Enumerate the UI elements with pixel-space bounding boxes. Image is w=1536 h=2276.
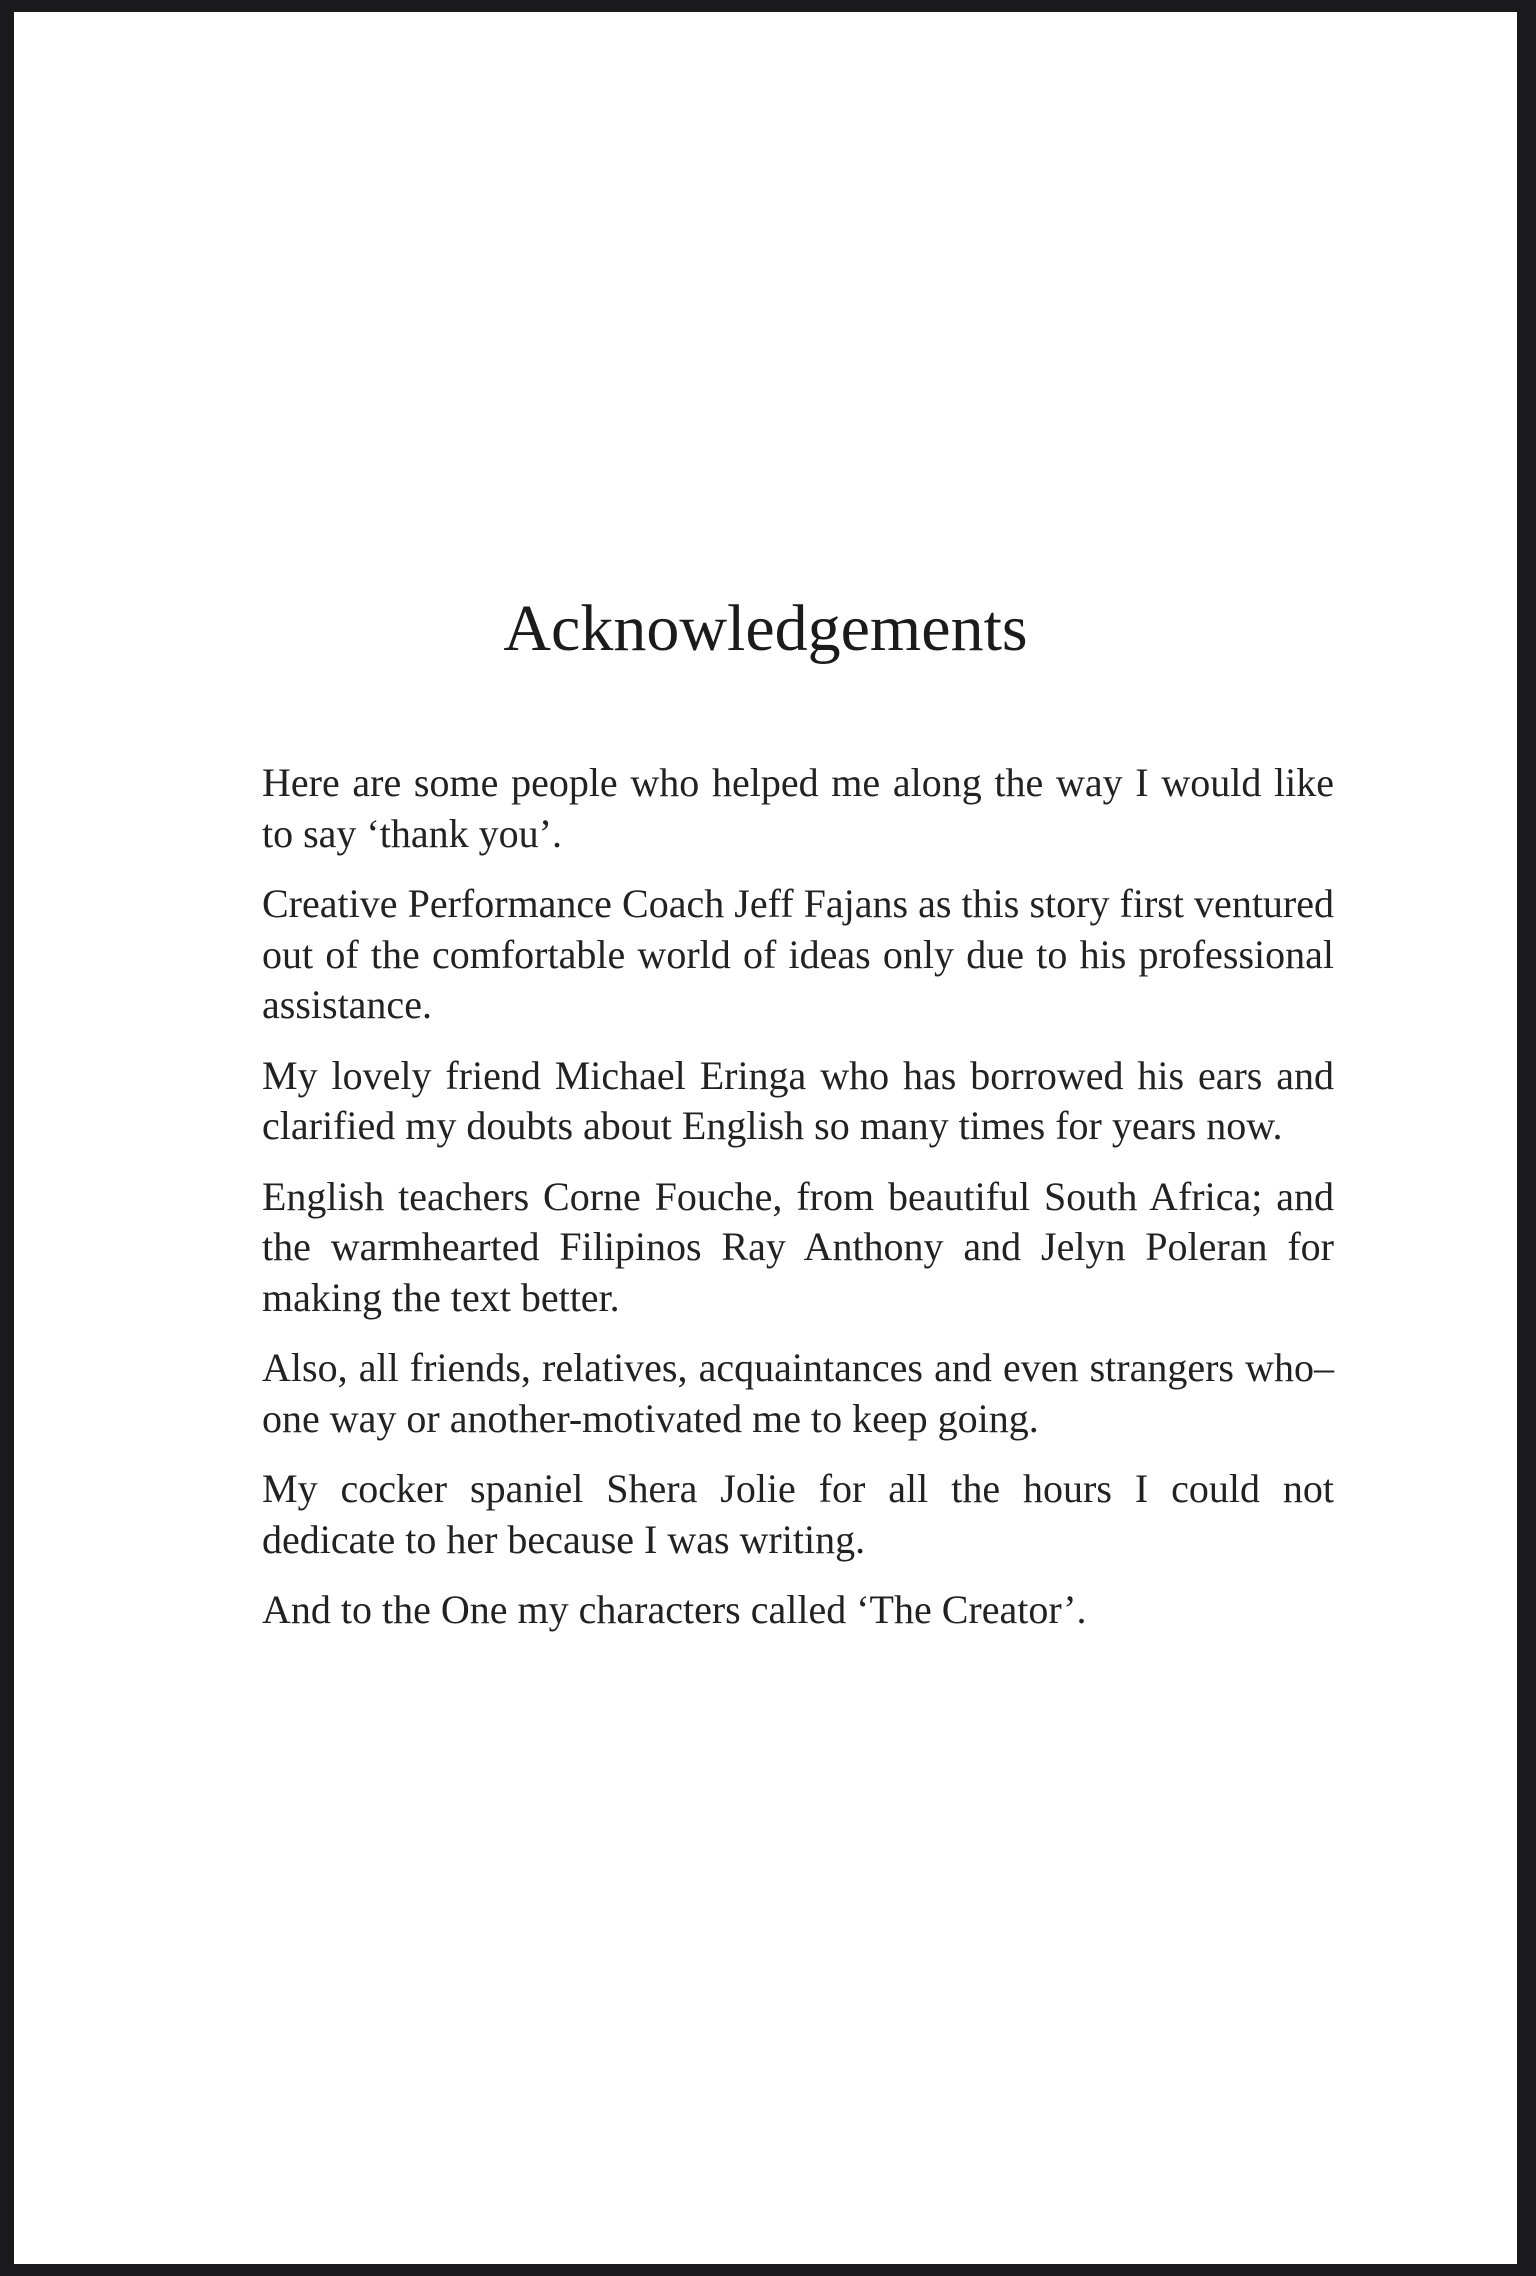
page-title: Acknowledgements — [503, 592, 1028, 665]
paragraph-4: English teachers Corne Fouche, from beautiful South Africa; and the warmhearted Filipinos Ray Anthony and Jelyn Poleran for making the text better. — [262, 1173, 1334, 1320]
document-page — [14, 12, 1517, 2264]
paragraph-5: Also, all friends, relatives, acquaintances and even strangers who–one way or another-motivated me to keep going. — [262, 1345, 1334, 1441]
acknowledgements-body — [262, 758, 1334, 1656]
paragraph-7: And to the One my characters called ‘The Creator’. — [262, 1587, 1087, 1632]
paragraph-2: Creative Performance Coach Jeff Fajans as this story first ventured out of the comfortable world of ideas only due to his professional assistance. — [262, 881, 1334, 1027]
paragraph-1: Here are some people who helped me along the way I would like to say ‘thank you’. — [262, 760, 1334, 856]
paragraph-6: My cocker spaniel Shera Jolie for all the hours I could not dedicate to her because I was writing. — [262, 1466, 1334, 1562]
paragraph-3: My lovely friend Michael Eringa who has borrowed his ears and clarified my doubts about English so many times for years now. — [262, 1052, 1334, 1148]
